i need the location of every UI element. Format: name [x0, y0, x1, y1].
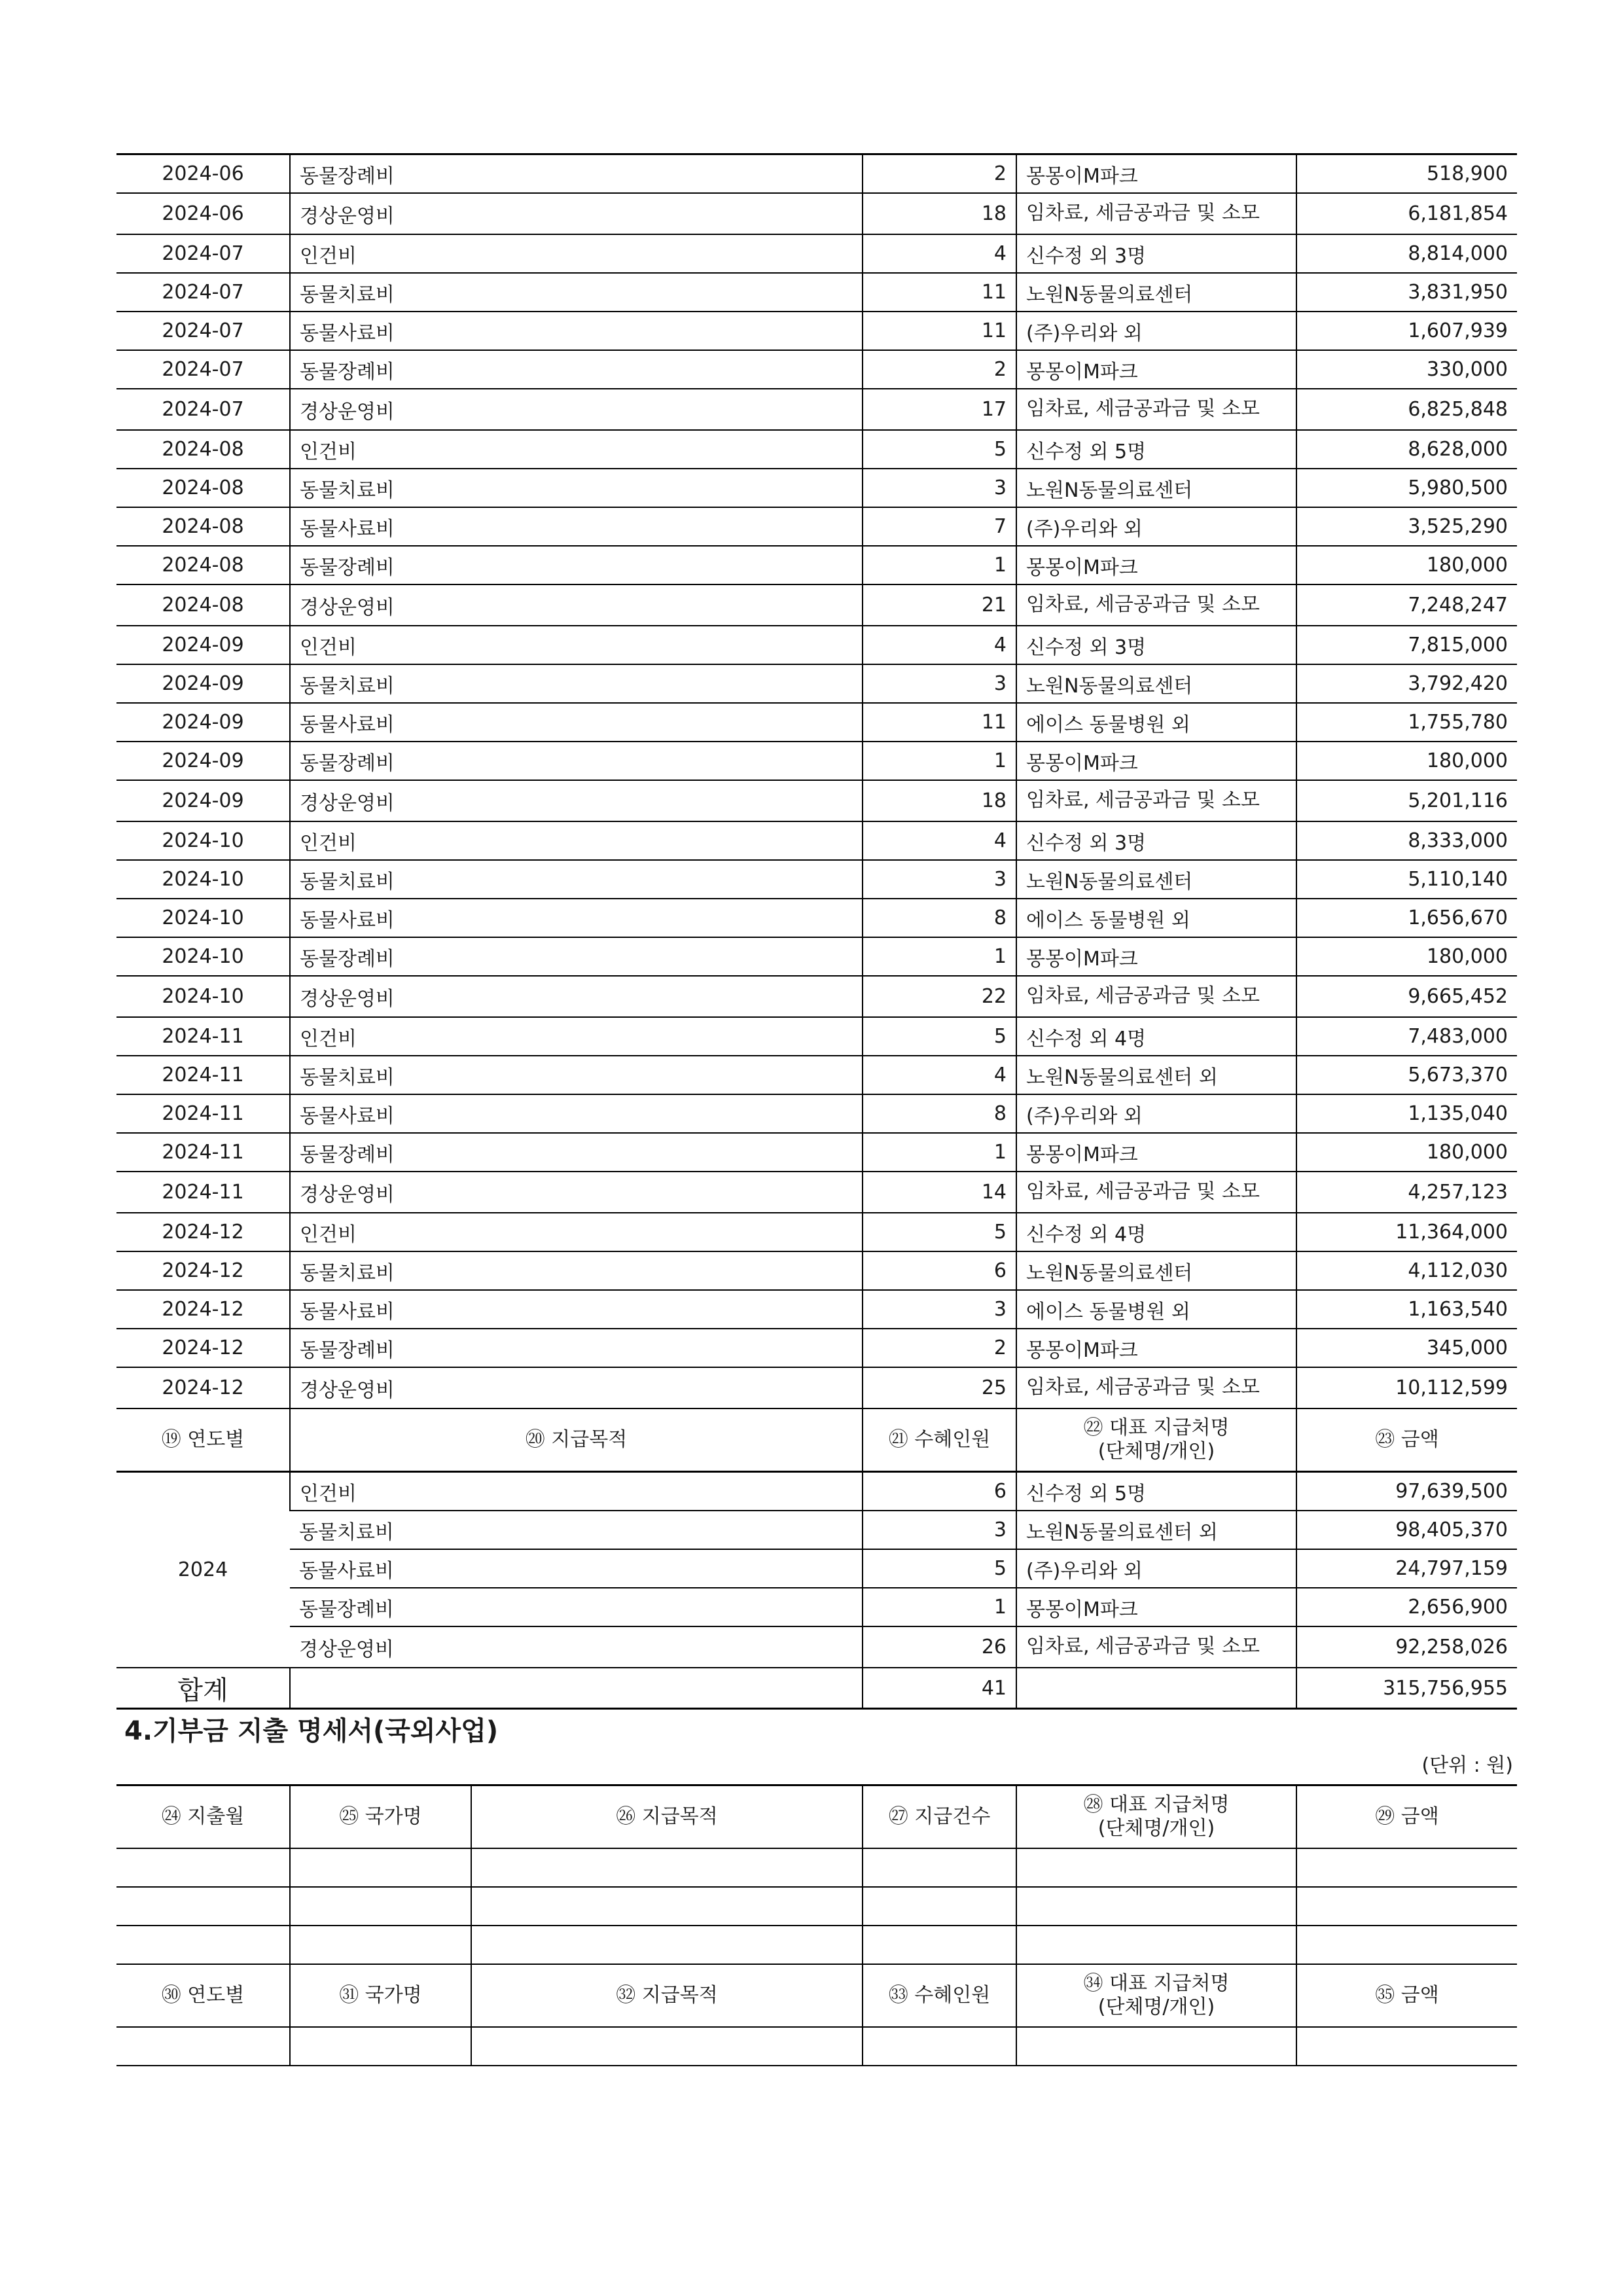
overseas-empty-row	[116, 2027, 1517, 2066]
amount-cell: 10,112,599	[1296, 1367, 1517, 1408]
table-row	[116, 664, 1517, 703]
period-cell: 2024-07	[116, 273, 290, 312]
header-amount: ㉓ 금액	[1296, 1408, 1517, 1472]
table-row	[116, 430, 1517, 469]
yearly-header-row	[116, 1408, 1517, 1472]
payee-cell: 에이스 동물병원 외	[1016, 703, 1296, 742]
amount-cell: 7,815,000	[1296, 626, 1517, 664]
amount-cell: 1,656,670	[1296, 899, 1517, 937]
purpose-cell: 동물장례비	[290, 937, 863, 976]
purpose-cell: 동물사료비	[290, 507, 863, 546]
count-cell: 4	[863, 234, 1016, 273]
total-amount: 315,756,955	[1296, 1668, 1517, 1709]
amount-cell: 3,525,290	[1296, 507, 1517, 546]
count-cell: 14	[863, 1172, 1016, 1213]
purpose-cell: 경상운영비	[290, 976, 863, 1017]
table-row	[116, 937, 1517, 976]
table-row	[116, 1290, 1517, 1329]
payee-cell: 몽몽이M파크	[1016, 350, 1296, 389]
purpose-cell: 동물사료비	[290, 1290, 863, 1329]
count-cell: 2	[863, 350, 1016, 389]
payee-cell: 신수정 외 4명	[1016, 1017, 1296, 1056]
header-payee	[1016, 1964, 1296, 2027]
amount-cell: 518,900	[1296, 154, 1517, 194]
purpose-cell: 동물장례비	[290, 546, 863, 584]
table-row	[116, 389, 1517, 430]
payee-cell: 신수정 외 3명	[1016, 626, 1296, 664]
count-cell: 1	[863, 1133, 1016, 1172]
amount-cell: 7,483,000	[1296, 1017, 1517, 1056]
count-cell: 3	[863, 1290, 1016, 1329]
amount-cell: 1,755,780	[1296, 703, 1517, 742]
purpose-cell: 동물장례비	[290, 350, 863, 389]
header-year: ⑲ 연도별	[116, 1408, 290, 1472]
count-cell: 11	[863, 312, 1016, 350]
count-cell: 3	[863, 469, 1016, 507]
payee-cell: (주)우리와 외	[1016, 507, 1296, 546]
total-purpose-empty	[290, 1668, 863, 1709]
monthly-rows	[116, 154, 1517, 1409]
period-cell: 2024-11	[116, 1133, 290, 1172]
header-payee-line2: (단체명/개인)	[1097, 1996, 1215, 2018]
count-cell: 1	[863, 742, 1016, 780]
header-recipients: ㉑ 수혜인원	[863, 1408, 1016, 1472]
period-cell: 2024-09	[116, 626, 290, 664]
payee-cell: 임차료, 세금공과금 및 소모	[1016, 389, 1296, 430]
payee-cell: 임차료, 세금공과금 및 소모	[1016, 780, 1296, 821]
payee-cell: 노원N동물의료센터	[1016, 860, 1296, 899]
count-cell: 4	[863, 821, 1016, 860]
payee-cell: 에이스 동물병원 외	[1016, 1290, 1296, 1329]
table-row	[116, 193, 1517, 234]
payee-cell: (주)우리와 외	[1016, 1549, 1296, 1588]
purpose-cell: 동물치료비	[290, 273, 863, 312]
overseas-expense-table	[116, 1784, 1517, 2066]
amount-cell: 7,248,247	[1296, 584, 1517, 626]
table-row	[116, 1213, 1517, 1251]
overseas-empty-row	[116, 1887, 1517, 1926]
payee-cell: 노원N동물의료센터 외	[1016, 1056, 1296, 1094]
period-cell: 2024-08	[116, 430, 290, 469]
purpose-cell: 경상운영비	[290, 193, 863, 234]
amount-cell: 6,181,854	[1296, 193, 1517, 234]
payee-cell: 신수정 외 5명	[1016, 1472, 1296, 1511]
count-cell: 11	[863, 703, 1016, 742]
domestic-expense-table	[116, 153, 1517, 1710]
amount-cell: 11,364,000	[1296, 1213, 1517, 1251]
payee-cell: 임차료, 세금공과금 및 소모	[1016, 584, 1296, 626]
period-cell: 2024-08	[116, 469, 290, 507]
payee-cell: 노원N동물의료센터	[1016, 664, 1296, 703]
period-cell: 2024-07	[116, 389, 290, 430]
table-row	[116, 1329, 1517, 1367]
count-cell: 5	[863, 1017, 1016, 1056]
amount-cell: 6,825,848	[1296, 389, 1517, 430]
amount-cell: 1,163,540	[1296, 1290, 1517, 1329]
year-cell: 2024	[116, 1472, 290, 1668]
count-cell: 11	[863, 273, 1016, 312]
count-cell: 18	[863, 193, 1016, 234]
table-row	[116, 821, 1517, 860]
period-cell: 2024-06	[116, 193, 290, 234]
table-row	[116, 1367, 1517, 1408]
period-cell: 2024-10	[116, 860, 290, 899]
unit-label: (단위 : 원)	[1421, 1754, 1513, 1777]
amount-cell: 3,792,420	[1296, 664, 1517, 703]
overseas-yearly-header	[116, 1964, 1517, 2027]
period-cell: 2024-07	[116, 350, 290, 389]
payee-cell: 몽몽이M파크	[1016, 154, 1296, 194]
payee-cell: 몽몽이M파크	[1016, 1329, 1296, 1367]
header-payee-line2: (단체명/개인)	[1097, 1817, 1215, 1840]
header-payee-line1: ㉘ 대표 지급처명	[1083, 1793, 1230, 1816]
purpose-cell: 동물사료비	[290, 312, 863, 350]
table-row	[116, 626, 1517, 664]
document-page	[116, 153, 1517, 2066]
amount-cell: 24,797,159	[1296, 1549, 1517, 1588]
count-cell: 3	[863, 664, 1016, 703]
period-cell: 2024-10	[116, 821, 290, 860]
purpose-cell: 경상운영비	[290, 1626, 863, 1668]
table-row	[116, 1056, 1517, 1094]
purpose-cell: 인건비	[290, 1213, 863, 1251]
table-row	[116, 1094, 1517, 1133]
header-purpose: ㉖ 지급목적	[471, 1785, 863, 1849]
table-row	[116, 703, 1517, 742]
table-row	[116, 584, 1517, 626]
period-cell: 2024-12	[116, 1367, 290, 1408]
payee-cell: 임차료, 세금공과금 및 소모	[1016, 1367, 1296, 1408]
period-cell: 2024-09	[116, 742, 290, 780]
count-cell: 26	[863, 1626, 1016, 1668]
period-cell: 2024-11	[116, 1172, 290, 1213]
purpose-cell: 동물장례비	[290, 742, 863, 780]
table-row	[116, 234, 1517, 273]
purpose-cell: 동물치료비	[290, 469, 863, 507]
header-payee	[1016, 1785, 1296, 1849]
table-row	[116, 154, 1517, 194]
amount-cell: 180,000	[1296, 1133, 1517, 1172]
amount-cell: 5,980,500	[1296, 469, 1517, 507]
total-label: 합계	[116, 1668, 290, 1709]
payee-cell: 임차료, 세금공과금 및 소모	[1016, 1172, 1296, 1213]
purpose-cell: 경상운영비	[290, 389, 863, 430]
total-row	[116, 1668, 1517, 1709]
purpose-cell: 동물치료비	[290, 1251, 863, 1290]
table-row	[116, 1626, 1517, 1668]
amount-cell: 330,000	[1296, 350, 1517, 389]
count-cell: 3	[863, 1511, 1016, 1549]
period-cell: 2024-10	[116, 937, 290, 976]
purpose-cell: 경상운영비	[290, 1367, 863, 1408]
count-cell: 17	[863, 389, 1016, 430]
table-row	[116, 1472, 1517, 1511]
purpose-cell: 동물장례비	[290, 154, 863, 194]
period-cell: 2024-07	[116, 312, 290, 350]
payee-cell: 신수정 외 3명	[1016, 234, 1296, 273]
period-cell: 2024-12	[116, 1213, 290, 1251]
count-cell: 18	[863, 780, 1016, 821]
count-cell: 3	[863, 860, 1016, 899]
purpose-cell: 동물사료비	[290, 703, 863, 742]
payee-cell: 노원N동물의료센터	[1016, 273, 1296, 312]
period-cell: 2024-11	[116, 1056, 290, 1094]
amount-cell: 345,000	[1296, 1329, 1517, 1367]
period-cell: 2024-07	[116, 234, 290, 273]
amount-cell: 5,201,116	[1296, 780, 1517, 821]
payee-cell: (주)우리와 외	[1016, 312, 1296, 350]
count-cell: 5	[863, 1213, 1016, 1251]
header-country: ㉕ 국가명	[290, 1785, 471, 1849]
amount-cell: 180,000	[1296, 742, 1517, 780]
purpose-cell: 경상운영비	[290, 584, 863, 626]
purpose-cell: 인건비	[290, 234, 863, 273]
count-cell: 2	[863, 1329, 1016, 1367]
header-payee-line1: ㉞ 대표 지급처명	[1083, 1972, 1230, 1995]
purpose-cell: 동물치료비	[290, 1056, 863, 1094]
table-row	[116, 899, 1517, 937]
header-recipients: ㉝ 수혜인원	[863, 1964, 1016, 2027]
payee-cell: 몽몽이M파크	[1016, 937, 1296, 976]
purpose-cell: 경상운영비	[290, 780, 863, 821]
purpose-cell: 동물치료비	[290, 1511, 863, 1549]
amount-cell: 9,665,452	[1296, 976, 1517, 1017]
table-row	[116, 273, 1517, 312]
overseas-empty-row	[116, 1926, 1517, 1964]
purpose-cell: 경상운영비	[290, 1172, 863, 1213]
period-cell: 2024-12	[116, 1251, 290, 1290]
payee-cell: 신수정 외 5명	[1016, 430, 1296, 469]
count-cell: 8	[863, 1094, 1016, 1133]
header-payee	[1016, 1408, 1296, 1472]
table-row	[116, 507, 1517, 546]
count-cell: 5	[863, 1549, 1016, 1588]
payee-cell: 몽몽이M파크	[1016, 742, 1296, 780]
count-cell: 22	[863, 976, 1016, 1017]
amount-cell: 5,110,140	[1296, 860, 1517, 899]
header-month: ㉔ 지출월	[116, 1785, 290, 1849]
purpose-cell: 인건비	[290, 1472, 863, 1511]
table-row	[116, 312, 1517, 350]
amount-cell: 3,831,950	[1296, 273, 1517, 312]
count-cell: 8	[863, 899, 1016, 937]
header-country: ㉛ 국가명	[290, 1964, 471, 2027]
header-amount: ㉟ 금액	[1296, 1964, 1517, 2027]
period-cell: 2024-09	[116, 664, 290, 703]
header-count: ㉗ 지급건수	[863, 1785, 1016, 1849]
amount-cell: 2,656,900	[1296, 1588, 1517, 1626]
header-purpose: ⑳ 지급목적	[290, 1408, 863, 1472]
payee-cell: 신수정 외 4명	[1016, 1213, 1296, 1251]
payee-cell: 신수정 외 3명	[1016, 821, 1296, 860]
count-cell: 4	[863, 1056, 1016, 1094]
header-purpose: ㉜ 지급목적	[471, 1964, 863, 2027]
period-cell: 2024-09	[116, 703, 290, 742]
amount-cell: 180,000	[1296, 546, 1517, 584]
payee-cell: 임차료, 세금공과금 및 소모	[1016, 976, 1296, 1017]
purpose-cell: 인건비	[290, 626, 863, 664]
table-row	[116, 469, 1517, 507]
count-cell: 5	[863, 430, 1016, 469]
total-payee-empty	[1016, 1668, 1296, 1709]
payee-cell: 노원N동물의료센터 외	[1016, 1511, 1296, 1549]
purpose-cell: 동물장례비	[290, 1133, 863, 1172]
count-cell: 25	[863, 1367, 1016, 1408]
amount-cell: 8,333,000	[1296, 821, 1517, 860]
period-cell: 2024-10	[116, 899, 290, 937]
table-row	[116, 1588, 1517, 1626]
period-cell: 2024-09	[116, 780, 290, 821]
period-cell: 2024-11	[116, 1017, 290, 1056]
count-cell: 1	[863, 1588, 1016, 1626]
table-row	[116, 546, 1517, 584]
payee-cell: 임차료, 세금공과금 및 소모	[1016, 193, 1296, 234]
payee-cell: 몽몽이M파크	[1016, 1588, 1296, 1626]
period-cell: 2024-12	[116, 1290, 290, 1329]
count-cell: 1	[863, 937, 1016, 976]
purpose-cell: 동물사료비	[290, 1094, 863, 1133]
table-row	[116, 976, 1517, 1017]
purpose-cell: 동물장례비	[290, 1329, 863, 1367]
period-cell: 2024-10	[116, 976, 290, 1017]
payee-cell: 노원N동물의료센터	[1016, 1251, 1296, 1290]
amount-cell: 8,628,000	[1296, 430, 1517, 469]
payee-cell: 몽몽이M파크	[1016, 1133, 1296, 1172]
amount-cell: 1,607,939	[1296, 312, 1517, 350]
payee-cell: (주)우리와 외	[1016, 1094, 1296, 1133]
period-cell: 2024-08	[116, 546, 290, 584]
table-row	[116, 1549, 1517, 1588]
header-payee-line2: (단체명/개인)	[1097, 1440, 1215, 1463]
count-cell: 6	[863, 1472, 1016, 1511]
table-row	[116, 742, 1517, 780]
amount-cell: 180,000	[1296, 937, 1517, 976]
count-cell: 6	[863, 1251, 1016, 1290]
table-row	[116, 780, 1517, 821]
table-row	[116, 1251, 1517, 1290]
table-row	[116, 350, 1517, 389]
payee-cell: 노원N동물의료센터	[1016, 469, 1296, 507]
period-cell: 2024-06	[116, 154, 290, 194]
purpose-cell: 인건비	[290, 430, 863, 469]
amount-cell: 8,814,000	[1296, 234, 1517, 273]
payee-cell: 임차료, 세금공과금 및 소모	[1016, 1626, 1296, 1668]
period-cell: 2024-11	[116, 1094, 290, 1133]
purpose-cell: 동물치료비	[290, 664, 863, 703]
payee-cell: 에이스 동물병원 외	[1016, 899, 1296, 937]
purpose-cell: 동물사료비	[290, 899, 863, 937]
amount-cell: 4,257,123	[1296, 1172, 1517, 1213]
table-row	[116, 1133, 1517, 1172]
table-row	[116, 1511, 1517, 1549]
header-payee-line1: ㉒ 대표 지급처명	[1083, 1416, 1230, 1439]
amount-cell: 1,135,040	[1296, 1094, 1517, 1133]
total-count: 41	[863, 1668, 1016, 1709]
table-row	[116, 860, 1517, 899]
count-cell: 21	[863, 584, 1016, 626]
purpose-cell: 인건비	[290, 1017, 863, 1056]
count-cell: 1	[863, 546, 1016, 584]
purpose-cell: 동물치료비	[290, 860, 863, 899]
count-cell: 2	[863, 154, 1016, 194]
count-cell: 7	[863, 507, 1016, 546]
amount-cell: 5,673,370	[1296, 1056, 1517, 1094]
header-amount: ㉙ 금액	[1296, 1785, 1517, 1849]
payee-cell: 몽몽이M파크	[1016, 546, 1296, 584]
period-cell: 2024-08	[116, 507, 290, 546]
purpose-cell: 인건비	[290, 821, 863, 860]
amount-cell: 4,112,030	[1296, 1251, 1517, 1290]
overseas-section-title: 4.기부금 지출 명세서(국외사업)	[124, 1716, 499, 1746]
count-cell: 4	[863, 626, 1016, 664]
period-cell: 2024-08	[116, 584, 290, 626]
amount-cell: 92,258,026	[1296, 1626, 1517, 1668]
header-year: ㉚ 연도별	[116, 1964, 290, 2027]
amount-cell: 97,639,500	[1296, 1472, 1517, 1511]
amount-cell: 98,405,370	[1296, 1511, 1517, 1549]
purpose-cell: 동물장례비	[290, 1588, 863, 1626]
table-row	[116, 1172, 1517, 1213]
overseas-empty-row	[116, 1848, 1517, 1887]
period-cell: 2024-12	[116, 1329, 290, 1367]
yearly-rows	[116, 1472, 1517, 1668]
overseas-monthly-header	[116, 1785, 1517, 1849]
table-row	[116, 1017, 1517, 1056]
purpose-cell: 동물사료비	[290, 1549, 863, 1588]
